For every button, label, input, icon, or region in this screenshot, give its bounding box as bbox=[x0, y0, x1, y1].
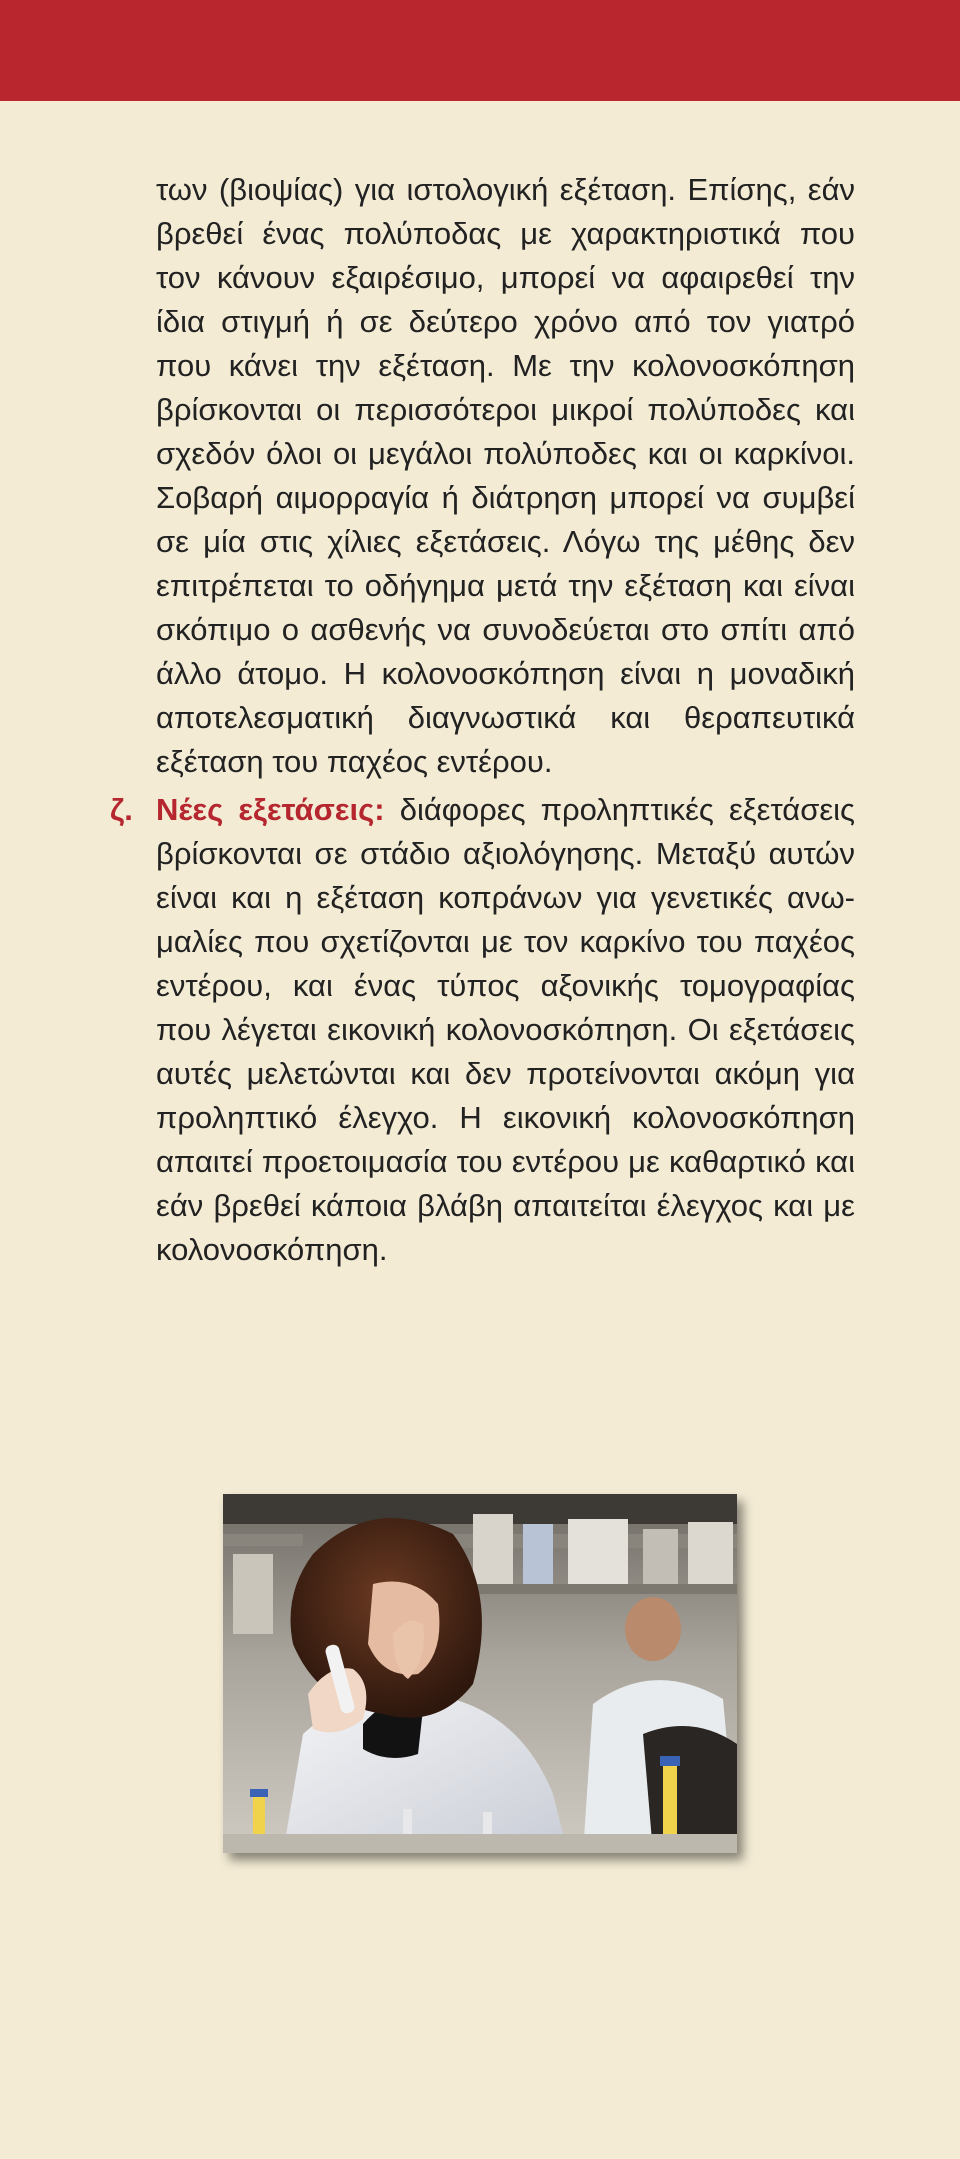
lab-photo bbox=[223, 1494, 737, 1853]
header-band bbox=[0, 0, 960, 101]
paragraph-continuation: των (βιοψίας) για ιστολογική εξέταση. Επίσης, εάν βρεθεί ένας πολύποδας με χαρακτηριστικά που τον κάνουν εξαιρέσιμο, μπορεί να αφαιρεθεί την ίδια στιγμή ή σε δεύτερο χρόνο από τον γιατρό που κάνει την εξέταση. Με την κολονοσκόπηση βρίσκονται οι περισσότεροι μικροί πολύποδες και σχεδόν όλοι οι μεγάλοι πολύποδες και οι καρκίνοι. Σοβαρή αιμορραγία ή διάτρηση μπορεί να συμβεί σε μία στις χίλιες εξετάσεις. Λόγω της μέθης δεν επιτρέπεται το οδήγημα μετά την εξέταση και είναι σκόπιμο ο ασθενής να συνοδεύεται στο σπίτι από άλλο άτομο. Η κολονοσκόπηση είναι η μοναδική αποτελεσματική διαγνωστικά και θεραπευτικά εξέταση του παχέος εντέρου. bbox=[156, 172, 855, 779]
body-text bbox=[110, 168, 855, 1272]
list-item-text: διάφορες προληπτικές εξετάσεις βρίσκονται σε στάδιο αξιολόγησης. Μεταξύ αυτών είναι και η εξέταση κοπράνων για γενετικές ανωμαλίες που σχετίζονται με τον καρκίνο του παχέος εντέρου, και ένας τύπος αξονικής τομογραφίας που λέγεται εικονική κολονοσκόπηση. Οι εξετάσεις αυτές μελετώνται και δεν προτείνονται ακόμη για προληπτικό έλεγχο. Η εικονική κολονοσκόπηση απαιτεί προετοιμασία του εντέρου με καθαρτικό και εάν βρεθεί κάποια βλάβη απαιτείται έλεγχος και με κολονοσκόπηση. bbox=[156, 792, 855, 1267]
list-item-z bbox=[110, 788, 855, 1272]
lab-scientist-image bbox=[223, 1494, 737, 1853]
list-item-marker: ζ. bbox=[110, 792, 133, 827]
list-item-heading: Νέες εξετάσεις: bbox=[156, 792, 385, 827]
